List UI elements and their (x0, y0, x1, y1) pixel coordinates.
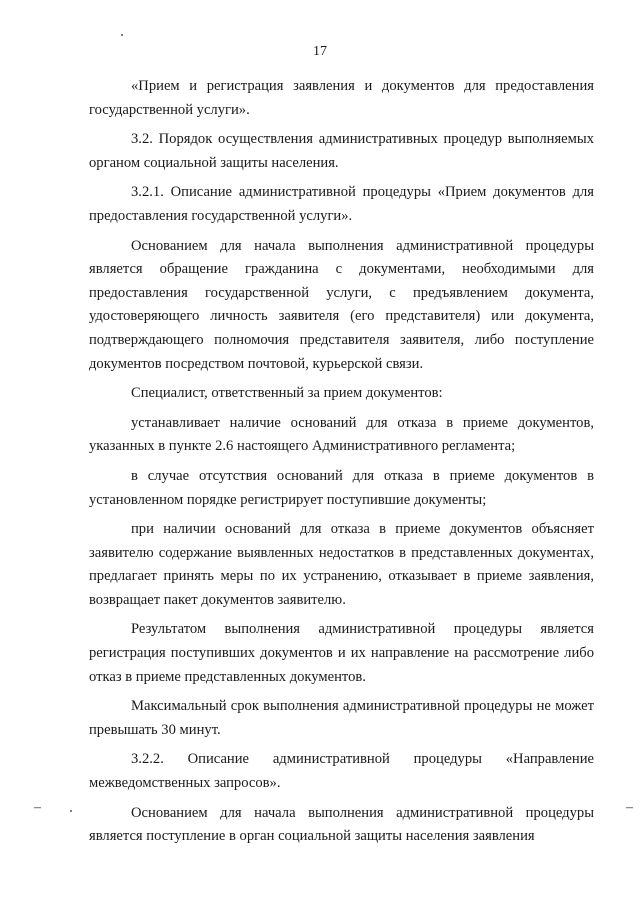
list-item: устанавливает наличие оснований для отказа в приеме документов, указанных в пункте 2.6 настоящего Административного регламента; (89, 414, 594, 455)
paragraph: Специалист, ответственный за прием документов: (131, 385, 443, 402)
margin-mark-left: – (34, 800, 41, 815)
page-number: 17 (313, 44, 327, 59)
paragraph: Максимальный срок выполнения административной процедуры не может превышать 30 минут. (89, 698, 594, 738)
list-item: при наличии оснований для отказа в приеме документов объясняет заявителю содержание выявленных недостатков в представленных документах, предлагает принять меры по их устранению, отказывает в приеме заявления, возвращает пакет документов заявителю. (89, 521, 594, 608)
document-body (89, 75, 594, 849)
paragraph: Основанием для начала выполнения административной процедуры является обращение гражданина с документами, необходимыми для предоставления государственной услуги, с предъявлением документа, удостоверяющего личность заявителя (его представителя) или документа, подтверждающего полномочия представителя заявителя, либо поступление документов посредством почтовой, курьерской связи. (89, 237, 594, 372)
paragraph: «Прием и регистрация заявления и документов для предоставления государственной услуги». (89, 78, 594, 118)
subsection-heading: 3.2.1. Описание административной процедуры «Прием документов для предоставления государственной услуги». (89, 184, 594, 224)
margin-mark-right: – (626, 800, 633, 815)
paragraph: Результатом выполнения административной процедуры является регистрация поступивших документов и их направление на рассмотрение либо отказ в приеме представленных документов. (89, 621, 594, 685)
scan-speck (70, 810, 72, 812)
section-heading: 3.2. Порядок осуществления административных процедур выполняемых органом социальной защиты населения. (89, 131, 594, 171)
scan-speck (121, 34, 123, 36)
paragraph: Основанием для начала выполнения административной процедуры является поступление в орган социальной защиты населения заявления (89, 804, 594, 845)
subsection-heading: 3.2.2. Описание административной процедуры «Направление межведомственных запросов». (89, 751, 594, 792)
list-item: в случае отсутствия оснований для отказа в приеме документов в установленном порядке регистрирует поступившие документы; (89, 467, 594, 508)
